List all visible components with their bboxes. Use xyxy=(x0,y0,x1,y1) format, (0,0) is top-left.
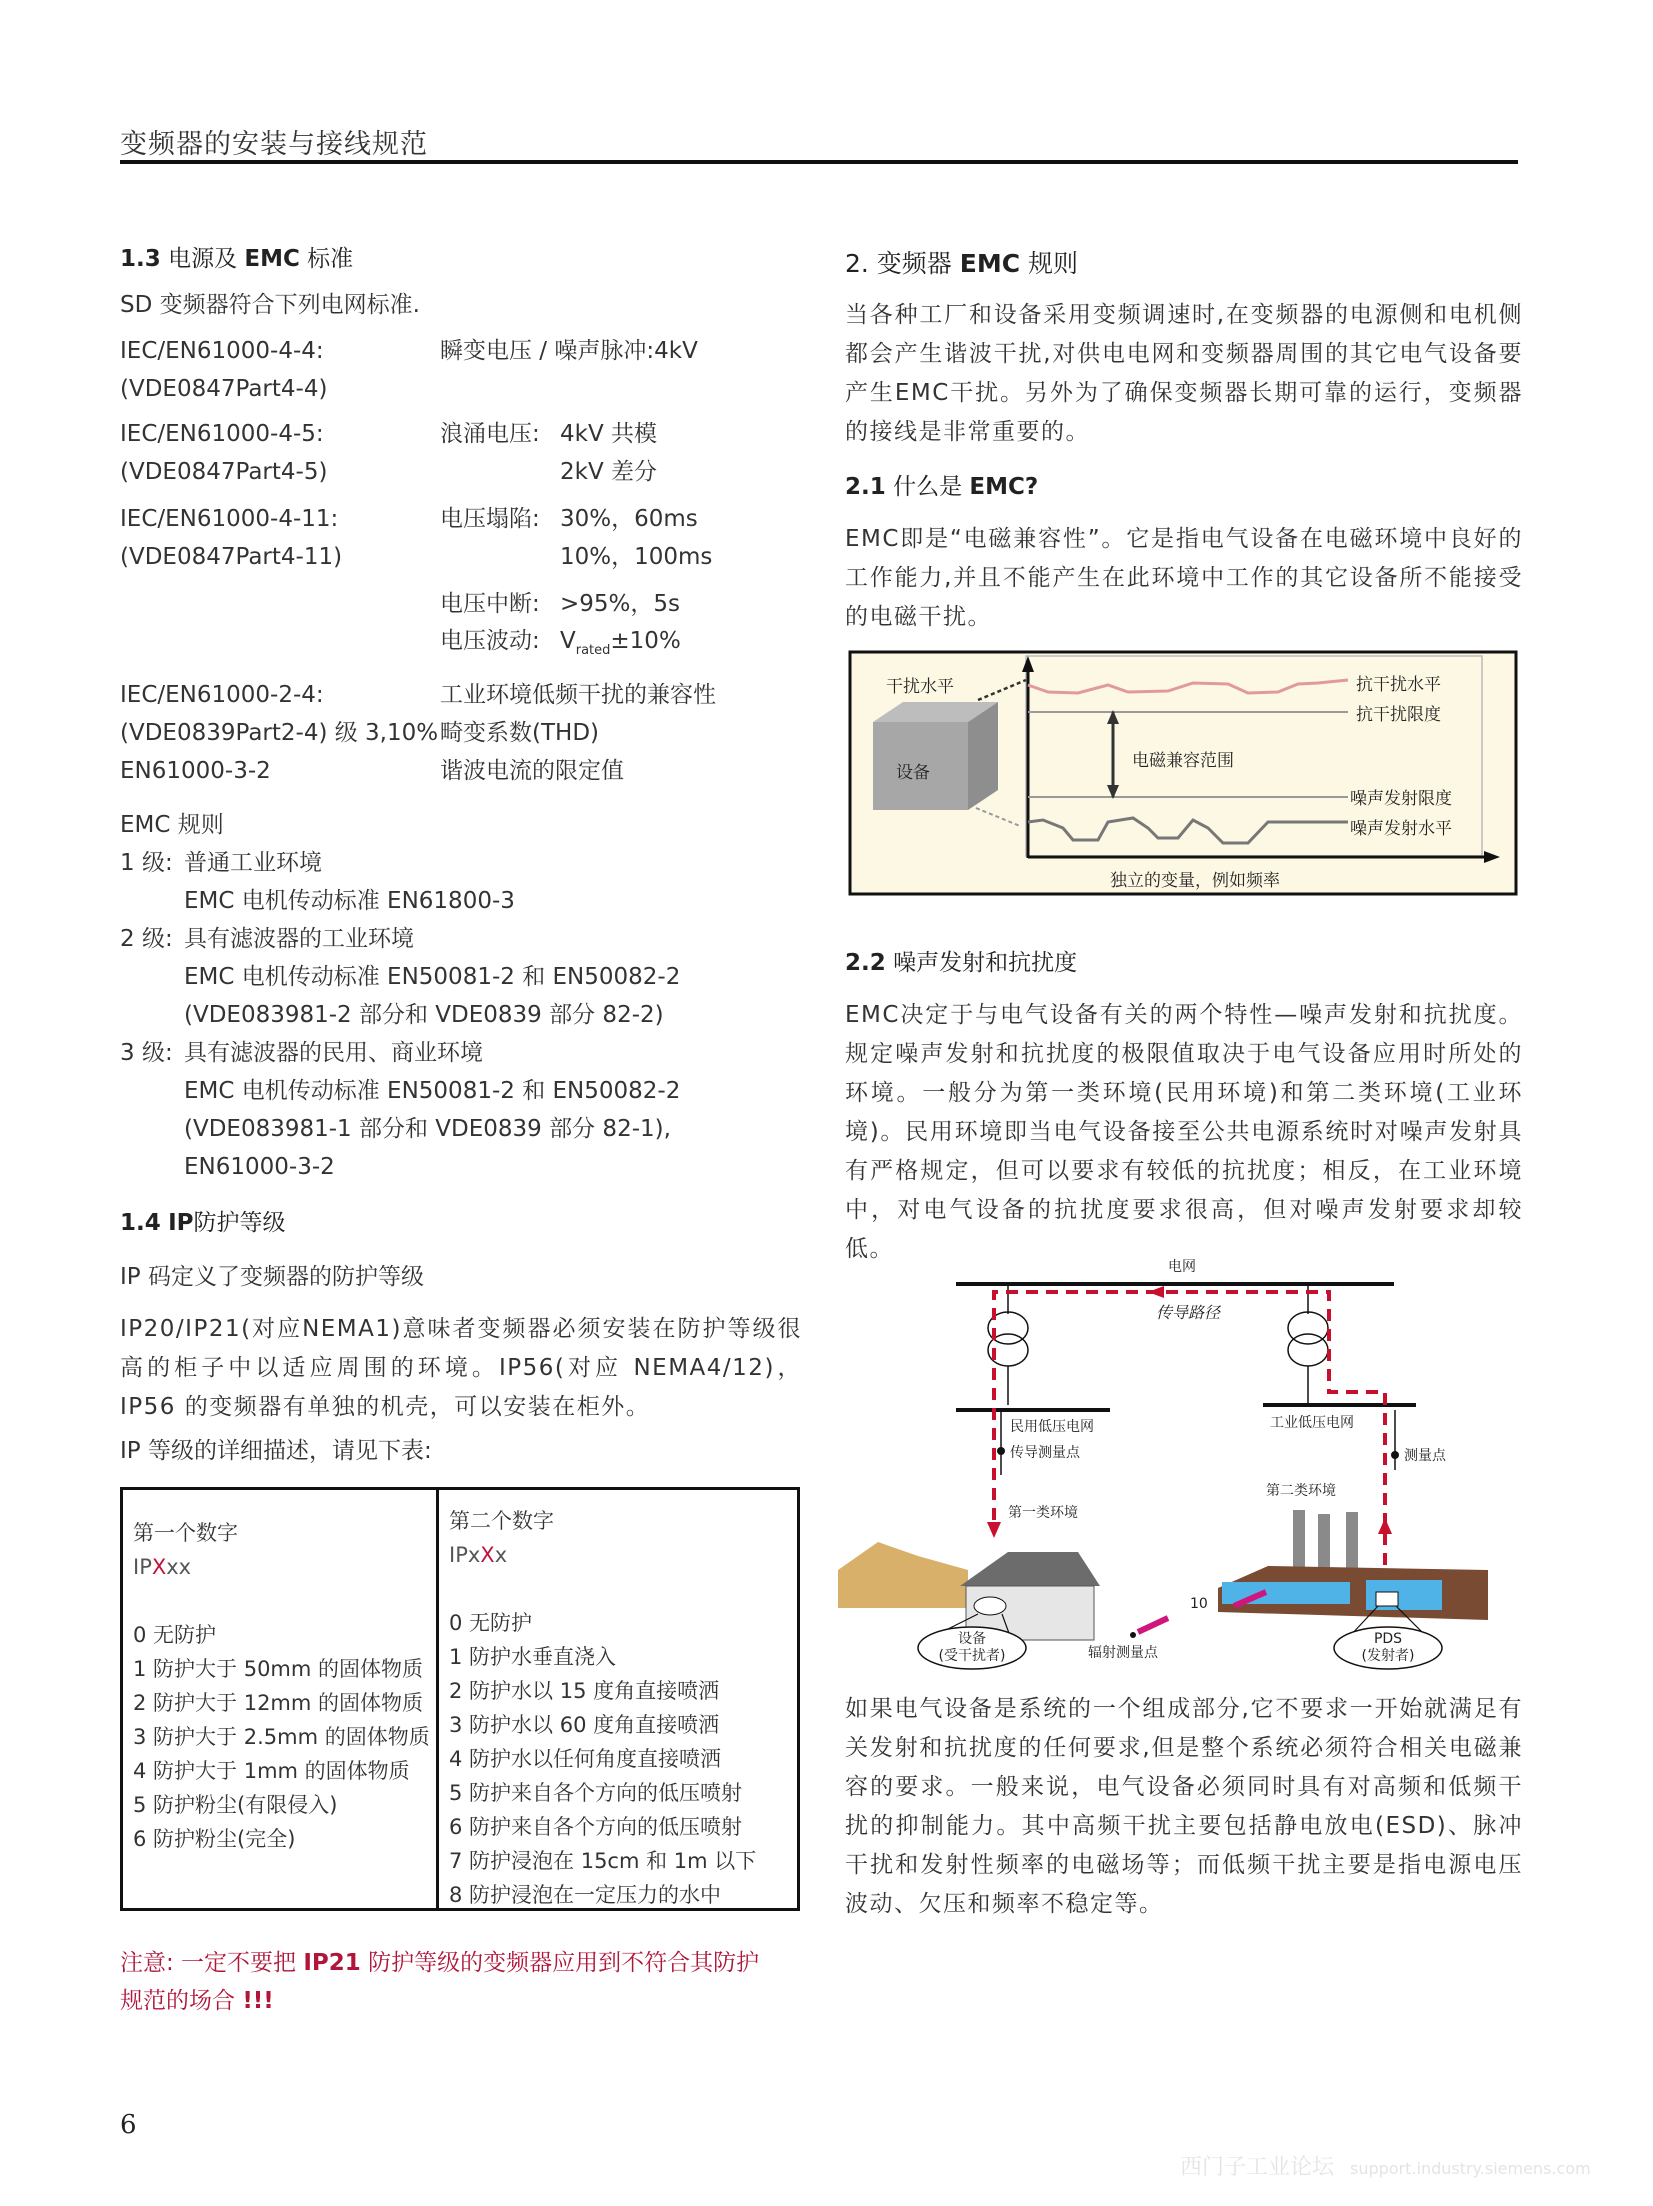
ip-table-intro: IP 等级的详细描述，请见下表: xyxy=(120,1438,432,1464)
ip-intro: IP 码定义了变频器的防护等级 xyxy=(120,1264,424,1290)
standard-vde: (VDE0847Part4-11) xyxy=(120,544,343,570)
emc-level-name: 具有滤波器的工业环境 xyxy=(184,926,414,952)
section-title-pre: 电源及 xyxy=(168,246,238,272)
fluct-val: ±10% xyxy=(610,628,681,654)
emc-level-line: EMC 电机传动标准 EN50081-2 和 EN50082-2 xyxy=(184,1078,681,1104)
emc-level: 1 级: xyxy=(120,850,173,876)
table-item: 1 防护大于 50mm 的固体物质 xyxy=(133,1657,424,1681)
transformer-icon xyxy=(1288,1334,1328,1366)
watermark-line1: 西门子工业论坛 xyxy=(1180,2155,1335,2180)
section-title-bold: IP xyxy=(168,1210,194,1236)
section-1-4-heading xyxy=(120,1204,285,1237)
emc-level: 2 级: xyxy=(120,926,173,952)
watermark-line2: support.industry.siemens.com xyxy=(1350,2159,1591,2178)
chimney xyxy=(1346,1512,1358,1570)
final-paragraph: 如果电气设备是系统的一个组成部分,它不要求一开始就满足有关发射和抗扰度的任何要求,但是整个系统必须符合相关电磁兼容的要求。一般来说，电气设备必须同时具有对高频和低频干扰的抑制能力。其中高频干扰主要包括静电放电(ESD)、脉冲干扰和发射性频率的电磁场等；而低频干扰主要是指电源电压波动、欠压和频率不稳定等。 xyxy=(845,1696,1523,1917)
code-part: xx xyxy=(166,1555,192,1579)
fig2-res-lv: 民用低压电网 xyxy=(1010,1419,1094,1435)
table-item: 8 防护浸泡在一定压力的水中 xyxy=(449,1883,722,1907)
chimney xyxy=(1318,1514,1330,1570)
standard-name: IEC/EN61000-4-11: xyxy=(120,506,339,532)
emc-level-name: 具有滤波器的民用、商业环境 xyxy=(184,1040,483,1066)
section-2-1-paragraph: EMC即是“电磁兼容性”。它是指电气设备在电磁环境中良好的工作能力,并且不能产生在此环境中工作的其它设备所不能接受的电磁干扰。 xyxy=(845,526,1523,630)
pds-spot xyxy=(1376,1592,1398,1606)
fig2-path: 传导路径 xyxy=(1156,1303,1221,1322)
header-rule xyxy=(120,160,1518,164)
emitter-label: PDS xyxy=(1373,1631,1403,1647)
col-title: 第一个数字 xyxy=(133,1521,238,1545)
ip-table-second-digit xyxy=(439,1490,797,1908)
path-arrow-left xyxy=(1148,1286,1164,1298)
fluct-sub: rated xyxy=(575,643,611,658)
section-2-2-heading xyxy=(845,944,1077,977)
section-number: 1.3 xyxy=(120,246,161,272)
standard-value: 10%，100ms xyxy=(560,544,713,570)
interrupt-label: 电压中断: xyxy=(440,591,540,617)
fig1-emc-range: 电磁兼容范围 xyxy=(1132,751,1234,771)
table-item: 1 防护水垂直浇入 xyxy=(449,1645,617,1669)
fig1-x-label: 独立的变量，例如频率 xyxy=(1110,871,1280,891)
section-title-bold: EMC xyxy=(959,249,1021,278)
code-highlight: X xyxy=(480,1543,495,1567)
section-2-heading xyxy=(845,244,1078,280)
code-part: IP xyxy=(133,1555,152,1579)
standard-name: IEC/EN61000-4-4: xyxy=(120,338,324,364)
fluct-label: 电压波动: xyxy=(440,628,540,654)
section-title-post: 标准 xyxy=(307,246,354,272)
emc-rules-title: EMC 规则 xyxy=(120,812,224,838)
standard-desc: 谐波电流的限定值 xyxy=(440,758,624,784)
code-part: x xyxy=(494,1543,508,1567)
section-title: 什么是 xyxy=(893,474,963,500)
standard-name: IEC/EN61000-2-4: xyxy=(120,682,324,708)
house-back xyxy=(838,1542,968,1608)
watermark xyxy=(1180,2150,1591,2181)
standard-desc: 电压塌陷: xyxy=(440,506,540,532)
emc-level-name: 普通工业环境 xyxy=(184,850,322,876)
fig2-grid: 电网 xyxy=(1168,1259,1196,1275)
emc-level-line: EN61000-3-2 xyxy=(184,1154,335,1180)
section-number: 1.4 xyxy=(120,1210,161,1236)
standard-desc: 浪涌电压: xyxy=(440,421,540,447)
radiation-measure-point xyxy=(1130,1632,1136,1638)
table-item: 7 防护浸泡在 15cm 和 1m 以下 xyxy=(449,1849,757,1873)
fig2-ind-lv: 工业低压电网 xyxy=(1270,1415,1354,1431)
warning-note xyxy=(120,1944,759,1982)
section-number: 2.1 xyxy=(845,474,886,500)
fig1-emission-limit: 噪声发射限度 xyxy=(1350,789,1452,809)
standard-vde: (VDE0839Part2-4) 级 3,10% xyxy=(120,720,439,746)
standard-desc: 瞬变电压 / 噪声脉冲:4kV xyxy=(440,338,698,364)
table-item: 3 防护水以 60 度角直接喷洒 xyxy=(449,1713,720,1737)
warning-line2: 规范的场合 xyxy=(120,1988,235,2014)
standard-value: 30%，60ms xyxy=(560,506,698,532)
section-title-bold: EMC? xyxy=(969,474,1039,500)
ip-code xyxy=(449,1538,787,1572)
table-item: 4 防护大于 1mm 的固体物质 xyxy=(133,1759,410,1783)
interrupt-value: >95%，5s xyxy=(560,591,681,617)
table-item: 4 防护水以任何角度直接喷洒 xyxy=(449,1747,722,1771)
chimney xyxy=(1293,1510,1305,1570)
emc-level-line: EMC 电机传动标准 EN50081-2 和 EN50082-2 xyxy=(184,964,681,990)
table-item: 6 防护来自各个方向的低压喷射 xyxy=(449,1815,743,1839)
emc-level-line: (VDE083981-2 部分和 VDE0839 部分 82-2) xyxy=(184,1002,664,1028)
warning-pre: 注意: 一定不要把 xyxy=(120,1950,297,1976)
radiation-line xyxy=(1138,1618,1168,1632)
warning-bang: !!! xyxy=(242,1988,274,2014)
section-title-bold: EMC xyxy=(244,246,300,272)
fig1-immunity-level: 抗干扰水平 xyxy=(1356,675,1441,695)
fig2-rad-point: 辐射测量点 xyxy=(1088,1645,1158,1661)
fig2-env1: 第一类环境 xyxy=(1008,1505,1078,1521)
fig2-cond-point: 传导测量点 xyxy=(1010,1445,1080,1461)
fig2-emitter-sub: (发射者) xyxy=(1361,1648,1415,1664)
environment-svg xyxy=(838,1270,1528,1670)
fig1-immunity-limit: 抗干扰限度 xyxy=(1356,705,1441,725)
fig1-emission-level: 噪声发射水平 xyxy=(1350,819,1452,839)
running-header: 变频器的安装与接线规范 xyxy=(120,129,428,160)
fig2-emitter xyxy=(1334,1631,1442,1665)
table-item: 0 无防护 xyxy=(133,1623,217,1647)
table-item: 5 防护粉尘(有限侵入) xyxy=(133,1793,338,1817)
table-item: 2 防护大于 12mm 的固体物质 xyxy=(133,1691,424,1715)
path-arrow-down xyxy=(987,1522,1001,1538)
emc-level: 3 级: xyxy=(120,1040,173,1066)
ip-paragraph: IP20/IP21(对应NEMA1)意味者变频器必须安装在防护等级很高的柜子中以适应周围的环境。IP56(对应 NEMA4/12)，IP56 的变频器有单独的机壳，可以安装在柜外。 xyxy=(120,1316,802,1420)
table-item: 5 防护来自各个方向的低压喷射 xyxy=(449,1781,743,1805)
standard-desc: 工业环境低频干扰的兼容性 xyxy=(440,682,716,708)
section-2-1-heading xyxy=(845,468,1038,501)
ip-code xyxy=(133,1550,426,1584)
section-number: 2.2 xyxy=(845,950,886,976)
section-title: 防护等级 xyxy=(193,1210,286,1236)
section-1-3-heading xyxy=(120,240,353,273)
section-title-pre: 2. 变频器 xyxy=(845,249,952,278)
code-part: IPx xyxy=(449,1543,481,1567)
emc-level-line: (VDE083981-1 部分和 VDE0839 部分 82-1), xyxy=(184,1116,671,1142)
ip-table xyxy=(120,1487,800,1911)
code-highlight: X xyxy=(151,1555,167,1579)
fig2-meas-point: 测量点 xyxy=(1404,1448,1446,1464)
fig1-y-label: 干扰水平 xyxy=(886,677,954,697)
standard-desc: 畸变系数(THD) xyxy=(440,720,600,746)
table-item: 2 防护水以 15 度角直接喷洒 xyxy=(449,1679,720,1703)
section-title-post: 规则 xyxy=(1028,249,1079,278)
section-2-paragraph: 当各种工厂和设备采用变频调速时,在变频器的电源侧和电机侧都会产生谐波干扰,对供电电网和变频器周围的其它电气设备要产生EMC干扰。另外为了确保变频器长期可靠的运行，变频器的接线是非常重要的。 xyxy=(845,302,1523,445)
table-item: 0 无防护 xyxy=(449,1611,533,1635)
section-2-2-paragraph: EMC决定于与电气设备有关的两个特性—噪声发射和抗扰度。规定噪声发射和抗扰度的极限值取决于电气设备应用时所处的环境。一般分为第一类环境(民用环境)和第二类环境(工业环境)。民用环境即当电气设备接至公共电源系统时对噪声发射具有严格规定，但可以要求有较低的抗扰度；相反，在工业环境中，对电气设备的抗扰度要求很高，但对噪声发射要求却较低。 xyxy=(845,1002,1523,1262)
standard-vde: (VDE0847Part4-5) xyxy=(120,459,328,485)
conduction-measure-point xyxy=(997,1447,1005,1455)
ip-table-first-digit xyxy=(123,1490,439,1908)
fig2-distance: 10 xyxy=(1190,1596,1208,1612)
fluct-v: V xyxy=(560,628,576,654)
fig2-victim xyxy=(918,1631,1026,1665)
standard-name: EN61000-3-2 xyxy=(120,758,271,784)
table-item: 3 防护大于 2.5mm 的固体物质 xyxy=(133,1725,430,1749)
table-item: 6 防护粉尘(完全) xyxy=(133,1827,296,1851)
victim-label: 设备 xyxy=(958,1631,986,1647)
standards-intro: SD 变频器符合下列电网标准. xyxy=(120,292,420,318)
emc-level-line: EMC 电机传动标准 EN61800-3 xyxy=(184,888,515,914)
col-title: 第二个数字 xyxy=(449,1509,554,1533)
fig2-env2: 第二类环境 xyxy=(1266,1483,1336,1499)
path-arrow-up xyxy=(1378,1518,1392,1534)
emc-range-figure xyxy=(848,650,1518,896)
device-spot xyxy=(974,1597,1006,1615)
page-number: 6 xyxy=(120,2110,137,2140)
standard-value: 4kV 共模 xyxy=(560,421,657,447)
standard-value: 2kV 差分 xyxy=(560,459,657,485)
section-title: 噪声发射和抗扰度 xyxy=(893,950,1078,976)
environment-figure xyxy=(838,1259,1528,1670)
warning-note-line2 xyxy=(120,1982,274,2020)
standard-vde: (VDE0847Part4-4) xyxy=(120,376,328,402)
warning-bold: IP21 xyxy=(303,1950,361,1976)
standard-name: IEC/EN61000-4-5: xyxy=(120,421,324,447)
measure-point xyxy=(1391,1451,1399,1459)
fluct-value xyxy=(560,622,681,670)
warning-post: 防护等级的变频器应用到不符合其防护 xyxy=(368,1950,760,1976)
house-roof xyxy=(960,1552,1100,1586)
fig2-victim-sub: (受干扰者) xyxy=(938,1648,1006,1664)
fig1-device-label: 设备 xyxy=(896,763,930,783)
